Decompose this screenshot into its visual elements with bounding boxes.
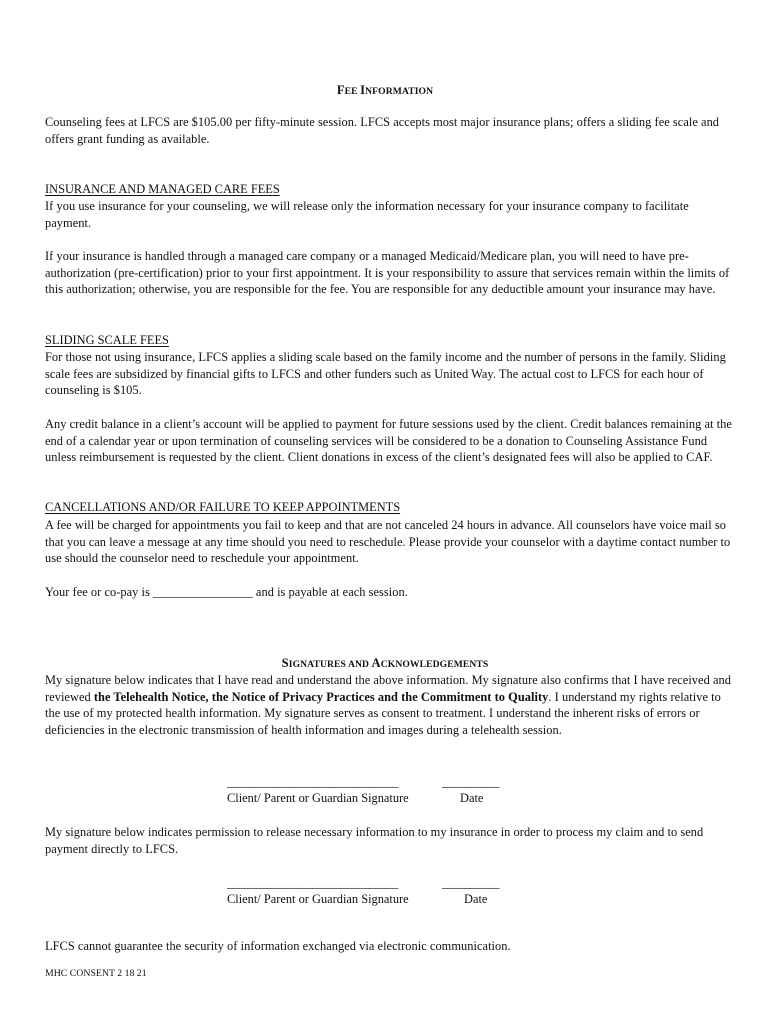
sliding-scale-section-title: SLIDING SCALE FEES — [45, 333, 169, 347]
insurance-paragraph-2: If your insurance is handled through a managed care company or a managed Medicaid/Medicare plan, you will need to have pre-authorization (pre-certification) prior to your first appointment. It is your responsibility to assure that services remain within the limits of this authorization; otherwise, you are responsible for the fee. You are responsible for any deductible amount your insurance may have. — [45, 249, 730, 297]
signatures-heading — [0, 655, 770, 674]
heading-smallcaps: NFORMATION — [365, 86, 434, 97]
ack-text-start: My signature below indicates that I have read and understand the above information. My signature also confirms that I have received and reviewed — [45, 673, 731, 704]
heading-smallcaps: CKNOWLEDGEMENTS — [380, 659, 489, 670]
heading-cap: F — [336, 83, 345, 97]
heading-smallcaps: IGNATURES AND — [288, 659, 372, 670]
insurance-section-title: INSURANCE AND MANAGED CARE FEES — [45, 182, 280, 196]
form-code-footer: MHC CONSENT 2 18 21 — [45, 968, 147, 979]
cancellations-paragraph: A fee will be charged for appointments you fail to keep and that are not canceled 24 hours in advance. All counselors have voice mail so that you can leave a message at any time should you need to reschedule. Please provide your counselor with a daytime contact number to use should the counselor need to reschedule your appointment. — [45, 518, 731, 566]
fee-intro-paragraph: Counseling fees at LFCS are $105.00 per fifty-minute session. LFCS accepts most major insurance plans; offers a sliding fee scale and offers grant funding as available. — [45, 115, 720, 146]
signature-label: Client/ Parent or Guardian Signature — [227, 791, 409, 805]
heading-cap: A — [371, 656, 381, 670]
heading-smallcaps: EE — [344, 86, 361, 97]
security-note: LFCS cannot guarantee the security of information exchanged via electronic communication. — [45, 939, 511, 953]
fee-information-heading — [0, 82, 770, 101]
signature-line[interactable]: ______________________________ — [227, 775, 398, 789]
cancellations-section-title: CANCELLATIONS AND/OR FAILURE TO KEEP APPOINTMENTS — [45, 500, 401, 514]
heading-cap: S — [281, 656, 289, 670]
ack-documents-bold: the Telehealth Notice, the Notice of Privacy Practices and the Commitment to Quality — [93, 689, 549, 704]
ack-text-end: . I understand my rights relative to the use of my protected health information. My signature serves as consent to treatment. I understand the inherent risks of errors or deficiencies in the electronic transmission of health information and images during a telehealth session. — [45, 689, 721, 737]
signature-line[interactable]: ______________________________ — [227, 876, 398, 890]
acknowledgement-paragraph — [45, 672, 733, 738]
signature-label: Client/ Parent or Guardian Signature — [227, 892, 409, 906]
insurance-release-paragraph: My signature below indicates permission to release necessary information to my insurance in order to process my claim and to send payment directly to LFCS. — [45, 825, 704, 856]
fee-copay-line: Your fee or co-pay is ________________ and is payable at each session. — [45, 585, 408, 599]
date-label: Date — [460, 791, 484, 805]
date-line[interactable]: __________ — [442, 775, 499, 789]
credit-balance-paragraph: Any credit balance in a client’s account will be applied to payment for future sessions used by the client. Credit balances remaining at the end of a calendar year or upon termination of counseling services will be considered to be a donation to Counseling Assistance Fund unless reimbursement is requested by the client. Client donations in excess of the client’s designated fees will also be applied to CAF. — [45, 417, 732, 465]
insurance-paragraph-1: If you use insurance for your counseling, we will release only the information necessary for your insurance company to facilitate payment. — [45, 199, 689, 230]
sliding-scale-paragraph-1: For those not using insurance, LFCS applies a sliding scale based on the family income and the number of persons in the family. Sliding scale fees are subsidized by financial gifts to LFCS and other funders such as United Way. The actual cost to LFCS for each hour of counseling is $105. — [45, 350, 726, 398]
date-label: Date — [464, 892, 488, 906]
date-line[interactable]: __________ — [442, 876, 499, 890]
heading-cap: I — [360, 83, 366, 97]
